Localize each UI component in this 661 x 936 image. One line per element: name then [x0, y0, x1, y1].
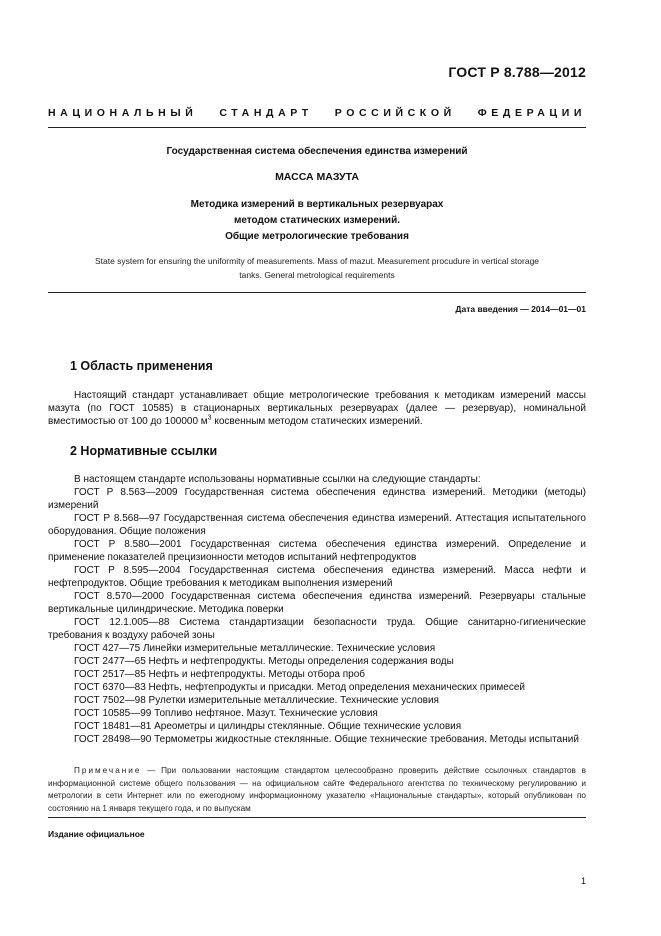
- reference-item: ГОСТ 10585—99 Топливо нефтяное. Мазут. Технические условия: [74, 708, 378, 719]
- reference-item: ГОСТ 2477—65 Нефть и нефтепродукты. Методы определения содержания воды: [74, 656, 454, 667]
- edition-label: Издание официальное: [48, 829, 145, 839]
- section-heading-references: 2 Нормативные ссылки: [70, 444, 218, 458]
- note-paragraph: [48, 765, 586, 815]
- reference-item: ГОСТ Р 8.595—2004 Государственная система обеспечения единства измерений. Масса нефти и нефтепродуктов. Общие требования к методикам выполнения измерений: [48, 565, 586, 589]
- reference-item: ГОСТ Р 8.568—97 Государственная система обеспечения единства измерений. Аттестация испытательного оборудования. Общие положения: [48, 513, 586, 537]
- reference-item: ГОСТ 7502—98 Рулетки измерительные металлические. Технические условия: [74, 695, 439, 706]
- national-standard-banner: [48, 107, 586, 119]
- note-text: — При пользовании настоящим стандартом целесообразно проверить действие ссылочных стандартов в информационной системе общего пользования — на официальном сайте Федерального агентства по техническому регулированию и метрологии в сети Интернет или по ежегодному информационному указателю «Национальные стандарты», который опубликован по состоянию на 1 января текущего года, и по выпускам: [48, 766, 586, 813]
- top-divider: [48, 127, 586, 128]
- reference-item: ГОСТ 8.570—2000 Государственная система обеспечения единства измерений. Резервуары стальные вертикальные цилиндрические. Методика поверки: [48, 591, 586, 615]
- subtitle-line: Методика измерений в вертикальных резервуарах: [190, 199, 444, 210]
- footer-divider: [48, 817, 586, 818]
- scope-text-end: косвенным методом статических измерений.: [211, 416, 423, 427]
- reference-item: ГОСТ 2517—85 Нефть и нефтепродукты. Методы отбора проб: [74, 669, 366, 680]
- reference-item: ГОСТ 6370—83 Нефть, нефтепродукты и присадки. Метод определения механических примесей: [74, 682, 526, 693]
- title-divider: [48, 292, 586, 293]
- scope-text: Настоящий стандарт устанавливает общие метрологические требования к методикам измерений массы мазута (по ГОСТ 10585) в стационарных вертикальных резервуарах (далее — резервуар), номинальной вместимостью от 100 до 100000 м: [48, 390, 586, 427]
- english-title-line: State system for ensuring the uniformity of measurements. Mass of mazut. Measurement procudure in vertical storage: [94, 256, 540, 266]
- subtitle-line: методом статических измерений.: [233, 215, 401, 226]
- main-title: МАССА МАЗУТА: [275, 171, 359, 183]
- introduction-date: Дата введения — 2014—01—01: [455, 304, 586, 314]
- document-code: ГОСТ Р 8.788—2012: [448, 64, 586, 80]
- references-list: [48, 473, 586, 746]
- subtitle-line: Общие метрологические требования: [225, 231, 409, 242]
- english-title-line: tanks. General metrological requirements: [239, 270, 395, 280]
- reference-item: ГОСТ 28498—90 Термометры жидкостные стеклянные. Общие технические требования. Методы испытаний: [74, 734, 579, 745]
- national-word: РОССИЙСКОЙ: [334, 107, 456, 119]
- superscript: 3: [207, 414, 212, 422]
- section-heading-scope: 1 Область применения: [70, 359, 213, 373]
- note-label: Примечание: [74, 766, 142, 775]
- references-intro: В настоящем стандарте использованы нормативные ссылки на следующие стандарты:: [74, 474, 481, 485]
- page-number: 1: [580, 876, 586, 886]
- national-word: ФЕДЕРАЦИИ: [477, 107, 586, 119]
- national-word: СТАНДАРТ: [219, 107, 313, 119]
- reference-item: ГОСТ 18481—81 Ареометры и цилиндры стеклянные. Общие технические условия: [74, 721, 462, 732]
- scope-paragraph: [48, 389, 586, 428]
- reference-item: ГОСТ 427—75 Линейки измерительные металлические. Технические условия: [74, 643, 436, 654]
- national-word: НАЦИОНАЛЬНЫЙ: [48, 107, 198, 119]
- english-title: [48, 254, 586, 282]
- reference-item: ГОСТ 12.1.005—88 Система стандартизации безопасности труда. Общие санитарно-гигиенические требования к воздуху рабочей зоны: [48, 617, 586, 641]
- subtitle: [48, 197, 586, 245]
- system-title: Государственная система обеспечения единства измерений: [166, 146, 468, 157]
- reference-item: ГОСТ Р 8.580—2001 Государственная система обеспечения единства измерений. Определение и применение показателей прецизионности методов испытаний нефтепродуктов: [48, 539, 586, 563]
- reference-item: ГОСТ Р 8.563—2009 Государственная система обеспечения единства измерений. Методики (методы) измерений: [48, 487, 586, 511]
